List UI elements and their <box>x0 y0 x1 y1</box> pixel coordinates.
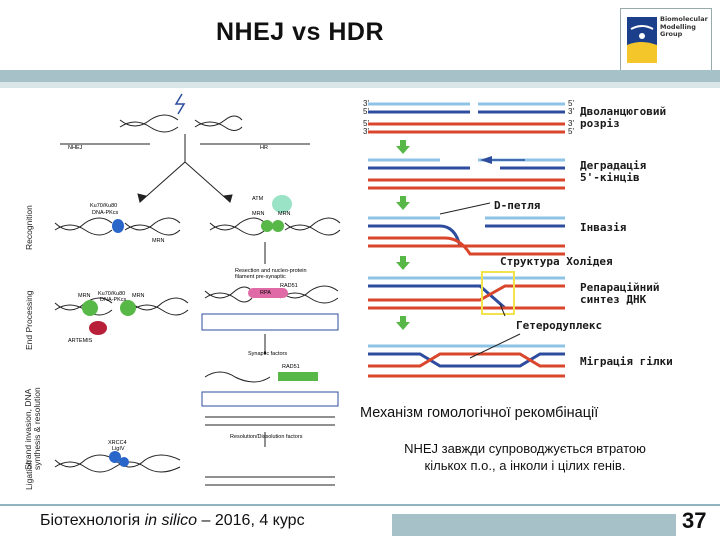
step-label-dsb: Дволанцюговий розріз <box>580 105 667 130</box>
nhej-hr-figure <box>20 92 350 492</box>
stage-label-recognition: Recognition <box>24 205 34 250</box>
xrcc4-label: XRCC4 <box>108 440 127 446</box>
stage-label-strand-invasion: Strand invasion, DNA synthesis & resolution <box>23 387 42 470</box>
nhej-branch-label: NHEJ <box>68 145 83 151</box>
footer-divider <box>0 504 720 506</box>
mrn-label: MRN <box>132 293 145 299</box>
mrn-label: MRN <box>252 211 265 217</box>
header-band <box>0 70 720 82</box>
resolution-label: Resolution/Dissolution factors <box>230 434 303 440</box>
artemis-label: ARTEMIS <box>68 338 93 344</box>
artemis-protein-icon <box>89 321 107 335</box>
mrn-label: MRN <box>152 238 165 244</box>
strand-ends-left: 3' 5' 5' 3' <box>363 99 369 136</box>
rad51-label: RAD51 <box>282 364 300 370</box>
step-label-repair-synthesis: Репараційний синтез ДНК <box>580 281 660 306</box>
logo-text: Biomolecular Modelling Group <box>660 15 708 38</box>
strand-ends-right: 5' 3' 3' 5' <box>568 99 574 136</box>
dnapk-label: DNA-PKcs <box>92 210 119 216</box>
stage-label-end-processing: End Processing <box>24 290 34 350</box>
hdr-diagram <box>360 96 690 386</box>
dnapk-label: DNA-PKcs <box>100 297 127 303</box>
ligiv-label: LigIV <box>112 446 125 452</box>
mrn-label: MRN <box>78 293 91 299</box>
ku-protein-icon <box>112 219 124 233</box>
hr-branch-label: HR <box>260 145 268 151</box>
ku-label: Ku70/Ku80 <box>98 291 126 297</box>
holliday-label: Структура Холідея <box>500 255 613 268</box>
slide-title: NHEJ vs HDR <box>215 18 385 46</box>
stage-label-ligation: Ligation <box>24 460 34 490</box>
footer-band <box>392 514 676 536</box>
page-number: 37 <box>682 508 707 533</box>
course-footer: Біотехнологія in silico – 2016, 4 курс <box>40 512 305 529</box>
heteroduplex-label: Гетеродуплекс <box>516 319 603 332</box>
resection-label: Resection and nucleo-protein <box>235 268 307 274</box>
filament-label: filament pre-synaptic <box>235 274 286 280</box>
rad51-label: RAD51 <box>280 283 298 289</box>
step-label-degradation: Деградація 5'-кінців <box>580 159 647 184</box>
header-band-light <box>0 82 720 88</box>
ku-label: Ku70/Ku80 <box>90 203 118 209</box>
d-loop-label: D-петля <box>494 199 541 212</box>
step-label-branch-migration: Міграція гілки <box>580 355 673 368</box>
synaptic-label: Synaptic factors <box>248 351 288 357</box>
step-label-invasion: Інвазія <box>580 221 627 234</box>
rpa-label: RPA <box>260 290 271 296</box>
nhej-note: NHEJ завжди супроводжується втратою кількох п.о., а інколи і цілих генів. <box>404 441 646 473</box>
atm-label: ATM <box>252 196 264 202</box>
hr-mechanism-caption: Механізм гомологічної рекомбінації <box>360 405 599 421</box>
mrn-label: MRN <box>278 211 291 217</box>
